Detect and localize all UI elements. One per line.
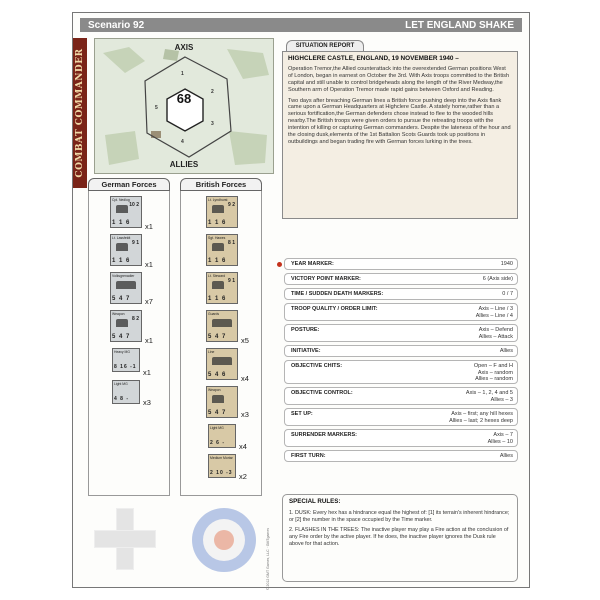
setup-row-surrender: SURRENDER MARKERS: Axis – 7 Allies – 10 — [284, 429, 518, 447]
unit-quantity: x1 — [145, 222, 153, 231]
setup-row-posture: POSTURE: Axis – Defend Allies – Attack — [284, 324, 518, 342]
unit-counter: Weapon 8 2 5 4 7 — [110, 310, 142, 342]
unit-counter: Lt. Lyndhurst 9 2 1 1 6 — [206, 196, 238, 228]
unit-quantity: x1 — [143, 368, 151, 377]
objective-3: 3 — [211, 121, 214, 127]
unit-quantity: x4 — [241, 374, 249, 383]
setup-row-time-markers: TIME / SUDDEN DEATH MARKERS: 0 / 7 — [284, 288, 518, 300]
game-logo — [73, 38, 87, 188]
unit-quantity: x1 — [145, 260, 153, 269]
german-forces-title: German Forces — [88, 178, 170, 191]
unit-quantity: x5 — [241, 336, 249, 345]
situation-paragraph-1: Operation Tremor,the Allied counterattack into the overextended German positions West of London, began in earnest on October the 3rd. With Axis troops committed to the British capital and still unable to control bridgeheads along the length of the River Medway,the Southern arm of Operation Tremor made rapid gains between Oxford and Reading. — [288, 65, 510, 93]
unit-counter: Heavy MG 8 16 -1 — [112, 348, 140, 372]
unit-counter: Line 5 4 6 — [206, 348, 238, 380]
setup-row-objective-control: OBJECTIVE CONTROL: Axis – 1, 2, 4 and 5 Allies – 3 — [284, 387, 518, 405]
unit-counter: Light MG 4 8 - — [112, 380, 140, 404]
unit-quantity: x2 — [239, 472, 247, 481]
setup-row-victory-points: VICTORY POINT MARKER: 6 (Axis side) — [284, 273, 518, 285]
objective-1: 1 — [181, 71, 184, 77]
unit-counter: Lt. Steward 9 1 1 1 6 — [206, 272, 238, 304]
unit-quantity: x7 — [145, 297, 153, 306]
unit-counter: Lt. Lassfeldt 9 1 1 1 6 — [110, 234, 142, 266]
special-rule-1: 1. DUSK: Every hex has a hindrance equal the highest of: [1] its terrain's inherent hindrance; or [2] the number in the space occupied by the Time marker. — [289, 509, 510, 523]
copyright-notice: © 2012 GMT Games, LLC · GMTgames — [266, 527, 270, 590]
situation-paragraph-2: Two days after breaching German lines a British force pushing deep into the Axis flank came upon a German Headquarters at Highclere Castle. A stately home,rather than a serious fortification,the German defenders chose instead to flee to the wooded hills nearby.The British troops were given orders to pursue the retreating troops with the intention of killing or capturing German commanders. Despite the lateness of the hour and the closing dusk,elements of the 1st Battalion Scots Guards took up positions in outbuildings and began trading fire with German forces lurking in the trees. — [288, 97, 511, 145]
british-forces-title: British Forces — [180, 178, 262, 191]
setup-row-set-up: SET UP: Axis – first; any hill hexes Allies – last; 2 hexes deep — [284, 408, 518, 426]
unit-counter: Sgt. Hawes 8 1 1 1 6 — [206, 234, 238, 266]
unit-counter: Volksgrenadier 5 4 7 — [110, 272, 142, 304]
unit-counter: Weapon 5 4 7 — [206, 386, 238, 418]
special-rule-2: 2. FLASHES IN THE TREES: The inactive player may play a Fire action at the conclusion of any Fire order by the active player. If he does, the inactive player ignores the Dusk rule above for that action. — [289, 527, 509, 547]
map-axis-label: AXIS — [174, 43, 194, 52]
setup-row-initiative: INITIATIVE: Allies — [284, 345, 518, 357]
objective-2: 2 — [211, 89, 214, 95]
unit-quantity: x3 — [241, 410, 249, 419]
unit-counter: Cpl. Nedlog 10 2 1 1 6 — [110, 196, 142, 228]
setup-row-troop-quality: TROOP QUALITY / ORDER LIMIT: Axis – Line / 3 Allies – Line / 4 — [284, 303, 518, 321]
situation-report-tab: SITUATION REPORT — [286, 40, 364, 52]
scenario-header — [80, 18, 522, 32]
map-allies-label: ALLIES — [169, 160, 199, 169]
objective-4: 4 — [181, 139, 184, 145]
situation-heading: HIGHCLERE CASTLE, ENGLAND, 19 NOVEMBER 1940 – — [288, 55, 459, 62]
map-terrain — [95, 39, 274, 174]
scenario-map — [94, 38, 274, 174]
scenario-number: Scenario 92 — [88, 19, 145, 31]
game-logo-text: COMBAT COMMANDER — [75, 48, 85, 178]
special-rules — [282, 494, 518, 582]
scenario-title: LET ENGLAND SHAKE — [405, 19, 514, 31]
unit-counter: Medium Mortar 2 10 -3 — [208, 454, 236, 478]
raf-roundel-icon — [192, 508, 256, 572]
setup-row-year: YEAR MARKER: 1940 — [284, 258, 518, 270]
german-cross-icon — [94, 508, 156, 570]
special-rules-title: SPECIAL RULES: — [289, 498, 341, 505]
unit-quantity: x3 — [143, 398, 151, 407]
objective-value: 68 — [176, 91, 192, 106]
situation-report — [282, 51, 518, 219]
unit-quantity: x1 — [145, 336, 153, 345]
unit-counter: Guards 5 4 7 — [206, 310, 238, 342]
unit-quantity: x4 — [239, 442, 247, 451]
unit-counter: Light MG 2 6 - — [208, 424, 236, 448]
setup-row-objective-chits: OBJECTIVE CHITS: Open – F and H Axis – random Allies – random — [284, 360, 518, 384]
objective-5: 5 — [155, 105, 158, 111]
setup-row-first-turn: FIRST TURN: Allies — [284, 450, 518, 462]
start-marker-icon — [277, 262, 282, 267]
